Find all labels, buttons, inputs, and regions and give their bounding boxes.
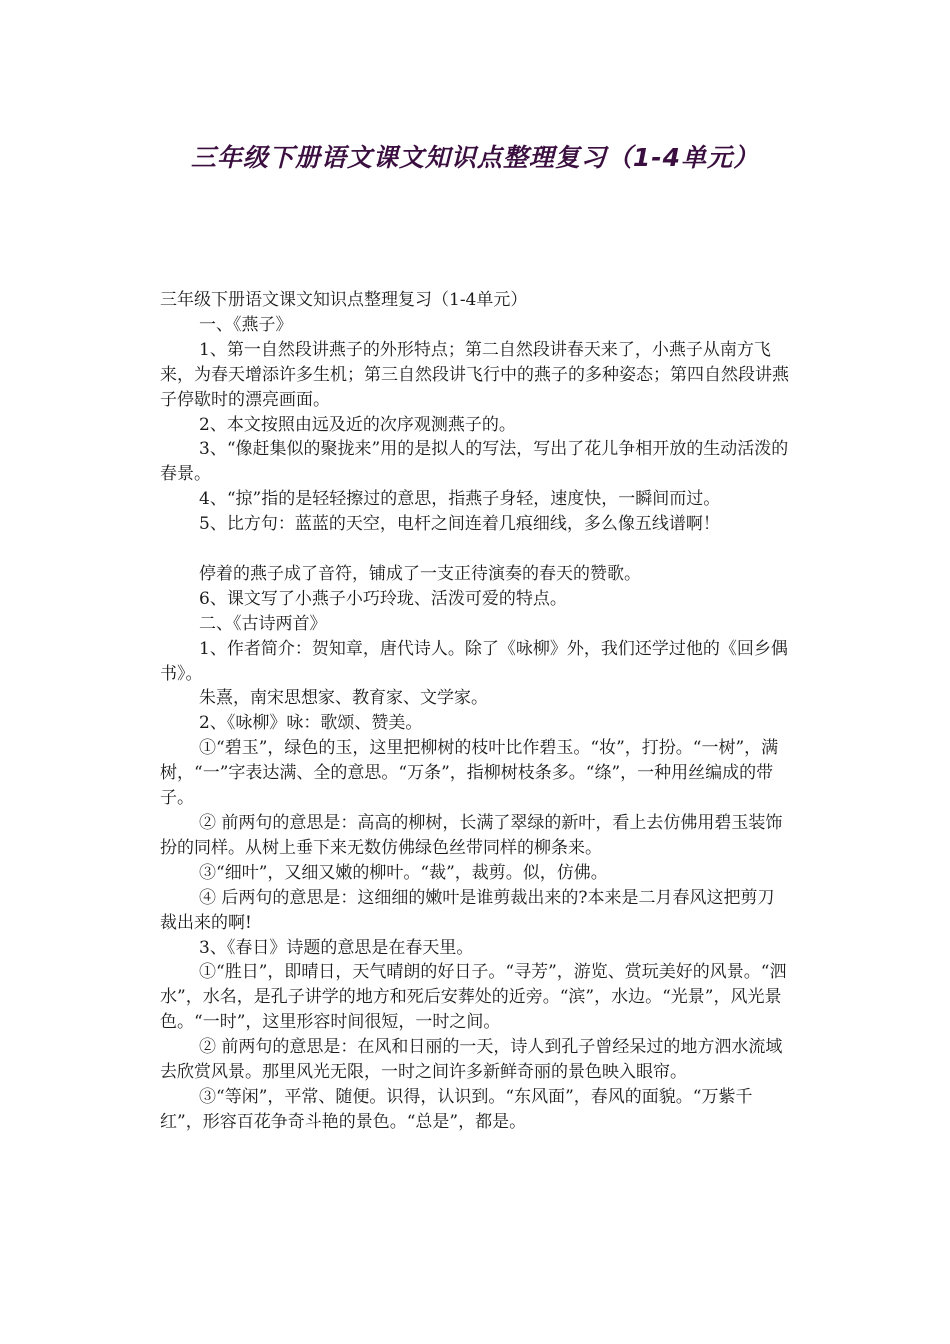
body-paragraph: 2、本文按照由远及近的次序观测燕子的。: [199, 414, 516, 435]
body-paragraph: 3、“像赶集似的聚拢来”用的是拟人的写法，写出了花儿争相开放的生动活泼的春景。: [160, 439, 789, 485]
body-paragraph: ② 前两句的意思是：高高的柳树，长满了翠绿的新叶，看上去仿佛用碧玉装饰扮的同样。从树上垂下来无数仿佛绿色丝带同样的柳条来。: [160, 813, 783, 858]
body-paragraph: 1、第一自然段讲燕子的外形特点；第二自然段讲春天来了，小燕子从南方飞来，为春天增添许多生机；第三自然段讲飞行中的燕子的多种姿态；第四自然段讲燕子停歇时的漂亮画面。: [160, 339, 789, 410]
body-paragraph: 1、作者简介：贺知章，唐代诗人。除了《咏柳》外，我们还学过他的《回乡偶书》。: [160, 638, 788, 684]
body-paragraph: 三年级下册语文课文知识点整理复习（1-4单元）: [160, 290, 528, 310]
body-paragraph: 5、比方句：蓝蓝的天空，电杆之间连着几痕细线，多么像五线谱啊！: [199, 514, 720, 535]
body-paragraph: ①“碧玉”，绿色的玉，这里把柳树的枝叶比作碧玉。“妆”，打扮。“一树”，满树，“一”字表达满、全的意思。“万条”，指柳树枝条多。“绦”，一种用丝编成的带子。: [160, 738, 779, 809]
body-paragraph: 2、《咏柳》咏：歌颂、赞美。: [199, 713, 423, 734]
document-title: 三年级下册语文课文知识点整理复习（1-4单元）: [190, 143, 760, 172]
body-paragraph: 停着的燕子成了音符，铺成了一支正待演奏的春天的赞歌。: [199, 563, 641, 584]
body-paragraph: ③“等闲”，平常、随便。识得，认识到。“东风面”，春风的面貌。“万紫千红”，形容百花争奇斗艳的景色。“总是”，都是。: [160, 1086, 753, 1132]
body-paragraph: 3、《春日》诗题的意思是在春天里。: [199, 937, 474, 958]
body-paragraph: ② 前两句的意思是：在风和日丽的一天，诗人到孔子曾经呆过的地方泗水流域去欣赏风景。那里风光无限，一时之间许多新鲜奇丽的景色映入眼帘。: [160, 1037, 783, 1083]
body-paragraph: 4、“掠”指的是轻轻擦过的意思，指燕子身轻，速度快，一瞬间而过。: [199, 489, 721, 510]
body-paragraph: 6、课文写了小燕子小巧玲珑、活泼可爱的特点。: [199, 588, 567, 609]
body-paragraph: 朱熹，南宋思想家、教育家、文学家。: [199, 688, 488, 709]
body-paragraph: [160, 537, 790, 562]
document-body: [160, 288, 790, 1135]
body-paragraph: ①“胜日”，即晴日，天气晴朗的好日子。“寻芳”，游览、赏玩美好的风景。“泗水”，水名，是孔子讲学的地方和死后安葬处的近旁。“滨”，水边。“光景”，风光景色。“一时”，这里形容时间很短，一时之间。: [160, 962, 787, 1033]
body-paragraph: 一、《燕子》: [199, 314, 293, 335]
body-paragraph: 二、《古诗两首》: [199, 613, 327, 634]
body-paragraph: ④ 后两句的意思是：这细细的嫩叶是谁剪裁出来的?本来是二月春风这把剪刀裁出来的啊!: [160, 887, 775, 933]
body-paragraph: ③“细叶”，又细又嫩的柳叶。“裁”，裁剪。似，仿佛。: [199, 862, 608, 883]
